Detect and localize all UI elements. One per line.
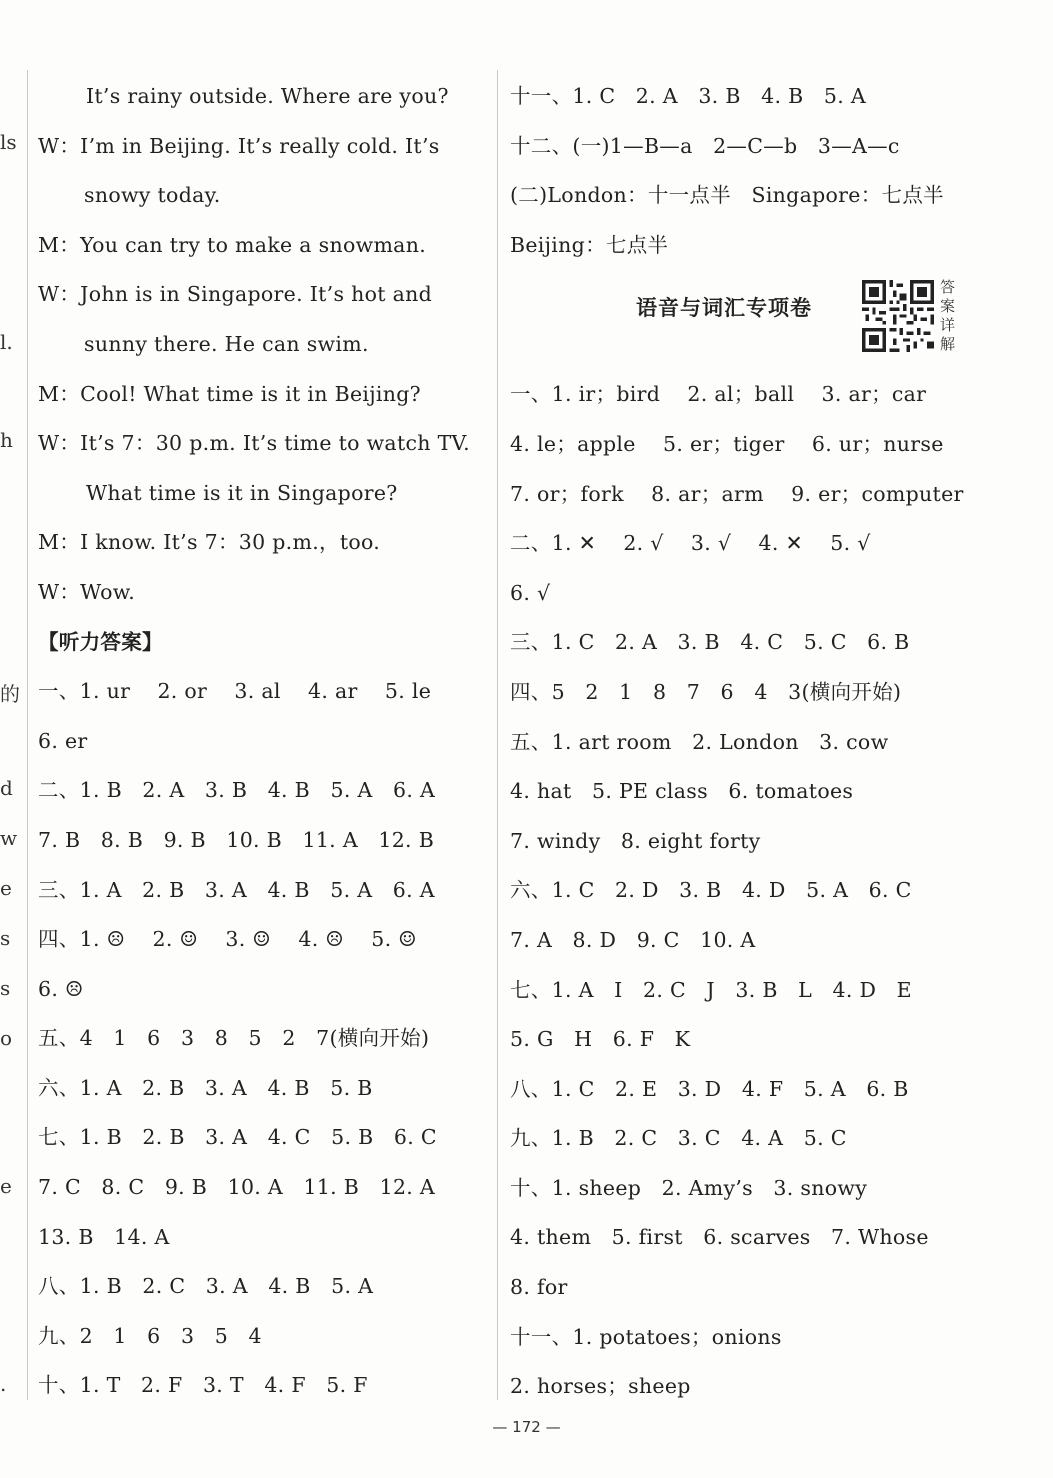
answer-line: 13. B 14. A [38, 1224, 170, 1249]
answer-line: 三、1. C 2. A 3. B 4. C 5. C 6. B [510, 630, 910, 655]
answer-line: 十一、1. potatoes；onions [510, 1324, 782, 1349]
script-line: W：I’m in Beijing. It’s really cold. It’s [38, 133, 440, 158]
script-line: snowy today. [84, 183, 221, 208]
answer-line: 2. horses；sheep [510, 1374, 691, 1399]
edge-fragment: h [0, 428, 13, 452]
answer-line: 十、1. T 2. F 3. T 4. F 5. F [38, 1373, 368, 1398]
previous-test-answers [510, 72, 970, 270]
answer-line: 六、1. C 2. D 3. B 4. D 5. A 6. C [510, 878, 912, 903]
answer-line: 4. hat 5. PE class 6. tomatoes [510, 779, 854, 804]
answer-line: (二)London：十一点半 Singapore：七点半 [510, 183, 944, 208]
answer-line: 八、1. C 2. E 3. D 4. F 5. A 6. B [510, 1076, 909, 1101]
section-header [510, 270, 970, 370]
answer-line: Beijing：七点半 [510, 232, 669, 257]
edge-fragment: w [0, 826, 18, 850]
answer-line: 四、1. ☹ 2. ☺ 3. ☺ 4. ☹ 5. ☺ [38, 927, 417, 952]
answer-line: 5. G H 6. F K [510, 1027, 691, 1052]
answer-line: 七、1. B 2. B 3. A 4. C 5. B 6. C [38, 1125, 437, 1150]
listening-answers-heading: 【听力答案】 [38, 629, 163, 654]
edge-fragment: l. [0, 330, 13, 354]
phonics-vocab-answers [510, 370, 970, 1411]
answer-line: 二、1. ✕ 2. √ 3. √ 4. ✕ 5. √ [510, 531, 871, 556]
answer-line: 6. er [38, 728, 88, 753]
answer-line: 7. C 8. C 9. B 10. A 11. B 12. A [38, 1175, 436, 1200]
script-line: M：Cool! What time is it in Beijing? [38, 381, 421, 406]
listening-answers [38, 667, 490, 1411]
answer-line: 一、1. ur 2. or 3. al 4. ar 5. le [38, 679, 432, 704]
answer-line: 8. for [510, 1275, 568, 1300]
listening-script [38, 72, 490, 618]
answer-line: 十二、(一)1—B—a 2—C—b 3—A—c [510, 133, 900, 158]
left-column [38, 72, 490, 1411]
edge-fragment: ls [0, 130, 17, 154]
answer-line: 九、1. B 2. C 3. C 4. A 5. C [510, 1126, 847, 1151]
answer-line: 十一、1. C 2. A 3. B 4. B 5. A [510, 84, 866, 108]
column-divider-middle [497, 70, 498, 1400]
answer-line: 4. them 5. first 6. scarves 7. Whose [510, 1225, 929, 1250]
answer-line: 六、1. A 2. B 3. A 4. B 5. B [38, 1075, 373, 1100]
answer-line: 十、1. sheep 2. Amy’s 3. snowy [510, 1175, 868, 1200]
answer-line: 7. B 8. B 9. B 10. B 11. A 12. B [38, 827, 435, 852]
script-line: What time is it in Singapore? [86, 480, 398, 505]
answer-line: 7. or；fork 8. ar；arm 9. er；computer [510, 481, 964, 506]
answer-line: 五、4 1 6 3 8 5 2 7(横向开始) [38, 1026, 430, 1051]
script-line: W：John is in Singapore. It’s hot and [38, 282, 433, 307]
answer-line: 八、1. B 2. C 3. A 4. B 5. A [38, 1274, 374, 1299]
edge-fragment: e [0, 1174, 12, 1198]
edge-fragment: s [0, 926, 11, 950]
answer-line: 7. A 8. D 9. C 10. A [510, 927, 756, 952]
edge-fragment: . [0, 1372, 7, 1396]
answer-line: 四、5 2 1 8 7 6 4 3(横向开始) [510, 679, 902, 704]
edge-fragment: e [0, 876, 12, 900]
right-column [510, 72, 970, 1412]
answer-line: 6. ☹ [38, 976, 84, 1001]
page-number: — 172 — [492, 1418, 561, 1436]
answer-line: 7. windy 8. eight forty [510, 828, 761, 853]
script-line: W：It’s 7：30 p.m. It’s time to watch TV. [38, 431, 470, 456]
edge-fragment: d [0, 776, 13, 800]
script-line: sunny there. He can swim. [84, 331, 369, 356]
qr-caption: 答案详解 [940, 278, 956, 354]
answer-line: 一、1. ir；bird 2. al；ball 3. ar；car [510, 382, 927, 407]
edge-fragment: 的 [0, 682, 20, 706]
answer-line: 九、2 1 6 3 5 4 [38, 1323, 262, 1348]
answer-line: 4. le；apple 5. er；tiger 6. ur；nurse [510, 431, 944, 456]
answer-line: 三、1. A 2. B 3. A 4. B 5. A 6. A [38, 877, 435, 902]
answer-line: 七、1. A I 2. C J 3. B L 4. D E [510, 977, 912, 1002]
script-line: It’s rainy outside. Where are you? [86, 84, 449, 108]
answer-line: 五、1. art room 2. London 3. cow [510, 729, 889, 754]
edge-fragment: s [0, 976, 11, 1000]
left-edge-fragments [0, 0, 18, 1478]
answer-line: 二、1. B 2. A 3. B 4. B 5. A 6. A [38, 778, 436, 803]
script-line: M：You can try to make a snowman. [38, 232, 427, 257]
qr-code-icon[interactable] [862, 280, 934, 352]
answer-line: 6. √ [510, 580, 551, 605]
script-line: M：I know. It’s 7：30 p.m.，too. [38, 530, 381, 555]
column-divider-left [27, 70, 28, 1400]
edge-fragment: o [0, 1026, 13, 1050]
script-line: W：Wow. [38, 579, 136, 604]
section-title: 语音与词汇专项卷 [636, 296, 812, 321]
